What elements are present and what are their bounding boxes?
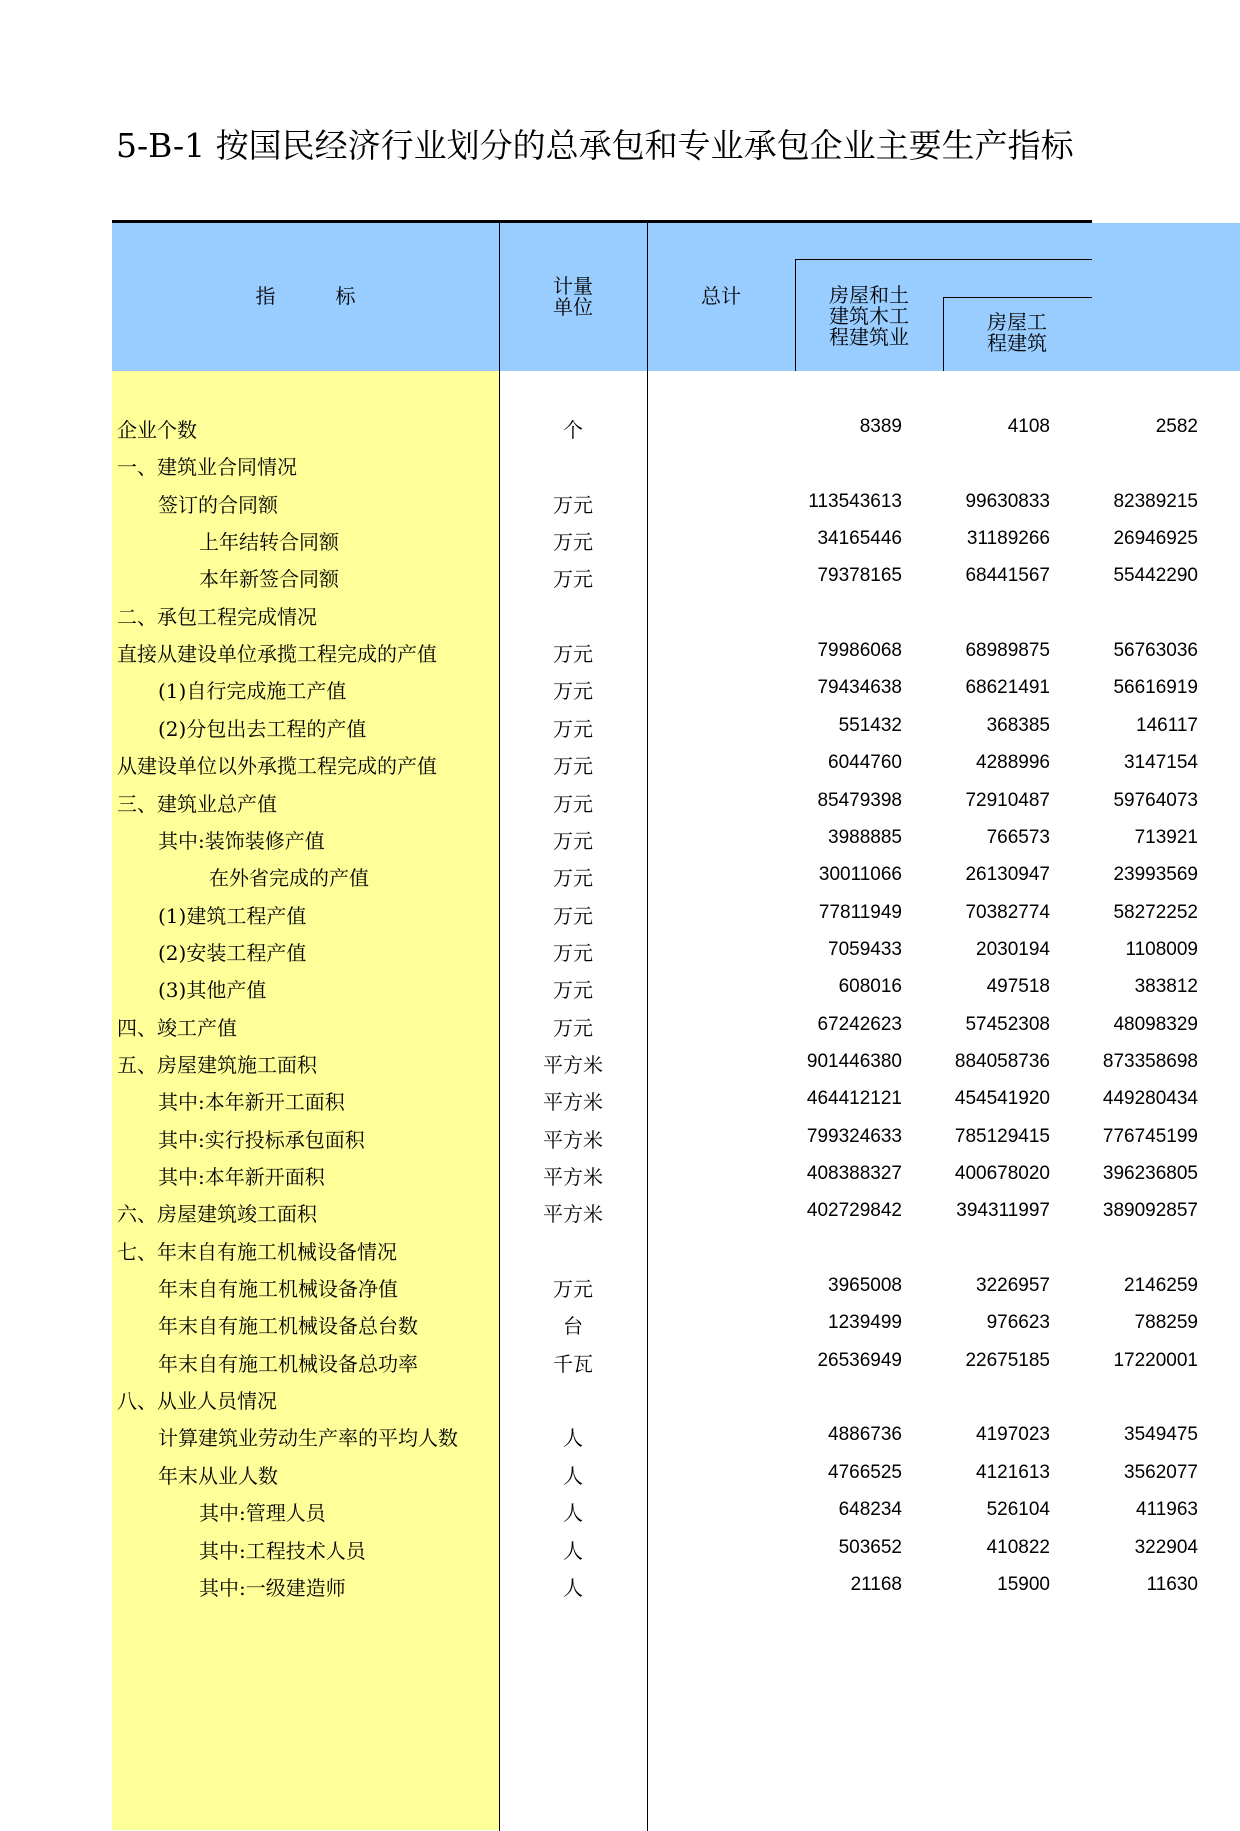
row-housing-construction: 389092857 — [1102, 1200, 1198, 1222]
table-row — [112, 1344, 1198, 1381]
row-housing-civil: 26130947 — [965, 864, 1050, 886]
row-total: 408388327 — [806, 1163, 902, 1184]
row-unit: 平方米 — [543, 1165, 603, 1189]
table-row — [112, 896, 1198, 933]
header-divider-col3 — [943, 297, 944, 371]
table-row — [112, 634, 1198, 671]
header-divider-col2 — [795, 259, 796, 371]
table-row — [112, 933, 1198, 970]
row-housing-construction: 55442290 — [1113, 565, 1198, 587]
header-unit-line1: 计量 — [553, 274, 593, 298]
row-total: 34165446 — [817, 528, 902, 550]
row-total: 608016 — [838, 976, 902, 998]
header-rule-col2 — [795, 259, 1092, 260]
row-label: (2)安装工程产值 — [158, 940, 307, 965]
row-unit: 人 — [563, 1501, 583, 1526]
row-housing-construction: 396236805 — [1102, 1163, 1198, 1184]
row-label: 其中:工程技术人员 — [199, 1538, 366, 1563]
row-housing-civil: 22675185 — [965, 1349, 1050, 1371]
row-housing-civil: 15900 — [997, 1573, 1050, 1595]
row-housing-civil: 57452308 — [965, 1013, 1050, 1035]
row-unit: 平方米 — [543, 1090, 603, 1115]
row-housing-construction: 58272252 — [1113, 901, 1198, 923]
row-unit: 人 — [563, 1538, 583, 1563]
row-unit: 万元 — [553, 716, 593, 741]
row-housing-construction: 17220001 — [1113, 1349, 1198, 1371]
row-housing-construction: 146117 — [1136, 714, 1198, 736]
row-housing-civil: 31189266 — [966, 528, 1050, 550]
row-total: 85479398 — [817, 789, 902, 811]
header-unit — [499, 276, 647, 318]
row-housing-construction: 3147154 — [1124, 752, 1198, 774]
row-label: 六、房屋建筑竣工面积 — [117, 1202, 317, 1227]
row-label: 从建设单位以外承揽工程完成的产值 — [117, 754, 437, 779]
row-label: 其中:本年新开面积 — [158, 1165, 325, 1189]
row-label: (3)其他产值 — [158, 978, 267, 1003]
row-label: 企业个数 — [117, 418, 197, 442]
table-row — [112, 1120, 1198, 1157]
header-rule-col3 — [943, 297, 1092, 298]
row-total: 21168 — [850, 1573, 902, 1595]
table-row — [112, 410, 1198, 447]
row-housing-civil: 497518 — [986, 976, 1050, 998]
row-total: 503652 — [838, 1536, 902, 1558]
row-total: 901446380 — [806, 1050, 902, 1072]
row-label: 二、承包工程完成情况 — [117, 604, 317, 629]
row-total: 4886736 — [828, 1424, 902, 1446]
row-housing-civil: 766573 — [986, 826, 1050, 848]
row-housing-civil: 368385 — [986, 714, 1050, 736]
row-total: 79378165 — [817, 565, 902, 587]
header-unit-line2: 单位 — [553, 295, 593, 319]
row-total: 464412121 — [806, 1088, 902, 1110]
row-label: 七、年末自有施工机械设备情况 — [117, 1239, 397, 1264]
row-housing-construction: 776745199 — [1102, 1125, 1198, 1147]
row-unit: 人 — [563, 1575, 583, 1600]
row-housing-civil: 4197023 — [976, 1424, 1050, 1446]
row-housing-construction: 23993569 — [1113, 864, 1198, 886]
row-unit: 万元 — [553, 1015, 593, 1040]
table-row — [112, 709, 1198, 746]
row-unit: 千瓦 — [553, 1351, 593, 1376]
row-unit: 万元 — [553, 978, 593, 1003]
row-housing-civil: 68621491 — [965, 677, 1050, 699]
table-row — [112, 1194, 1198, 1231]
row-housing-civil: 68441567 — [965, 565, 1050, 587]
table-header — [112, 223, 1240, 371]
row-unit: 万元 — [553, 492, 593, 517]
row-total: 402729842 — [806, 1200, 902, 1222]
page-title: 5-B-1 按国民经济行业划分的总承包和专业承包企业主要生产指标 — [116, 126, 1074, 165]
table-row — [112, 1456, 1198, 1493]
row-unit: 平方米 — [543, 1052, 603, 1077]
row-housing-civil: 72910487 — [965, 789, 1050, 811]
row-label: (1)建筑工程产值 — [158, 903, 307, 928]
row-unit: 万元 — [553, 866, 593, 891]
row-label: 签订的合同额 — [158, 492, 278, 517]
table-row — [112, 1045, 1198, 1082]
row-label: (2)分包出去工程的产值 — [158, 716, 367, 741]
row-total: 79986068 — [817, 640, 902, 662]
row-unit: 万元 — [553, 1277, 593, 1302]
row-housing-construction: 873358698 — [1102, 1050, 1198, 1072]
row-housing-civil: 4108 — [1007, 416, 1050, 437]
row-housing-construction: 449280434 — [1102, 1088, 1198, 1110]
row-total: 3988885 — [828, 826, 902, 848]
table-row — [112, 1082, 1198, 1119]
row-housing-civil: 2030194 — [976, 938, 1050, 960]
row-label: 其中:管理人员 — [199, 1501, 326, 1526]
row-unit: 人 — [563, 1426, 583, 1451]
row-total: 551432 — [838, 714, 902, 736]
table-row — [112, 1269, 1198, 1306]
table-row — [112, 1568, 1198, 1605]
row-total: 26536949 — [817, 1349, 902, 1371]
row-label: (1)自行完成施工产值 — [158, 679, 347, 704]
table-row — [112, 1157, 1198, 1194]
row-housing-civil: 454541920 — [954, 1088, 1050, 1110]
row-housing-civil: 394311997 — [956, 1200, 1050, 1222]
row-housing-civil: 976623 — [986, 1312, 1050, 1334]
row-total: 113543613 — [808, 490, 902, 512]
row-unit: 万元 — [553, 567, 593, 592]
row-unit: 万元 — [553, 940, 593, 965]
row-total: 79434638 — [817, 677, 902, 699]
row-total: 7059433 — [828, 938, 902, 960]
row-housing-construction: 2146259 — [1124, 1275, 1198, 1297]
row-total: 3965008 — [828, 1275, 902, 1297]
row-housing-construction: 2582 — [1155, 416, 1198, 437]
table-row — [112, 1418, 1198, 1455]
table-row — [112, 485, 1198, 522]
table-row — [112, 746, 1198, 783]
table-row — [112, 671, 1198, 708]
row-housing-construction: 3549475 — [1124, 1424, 1198, 1446]
table-row — [112, 1493, 1198, 1530]
header-col3-line1: 房屋工 — [987, 310, 1047, 334]
row-unit: 万元 — [553, 754, 593, 779]
row-unit: 个 — [563, 418, 583, 442]
row-total: 799324633 — [806, 1125, 902, 1147]
table-row — [112, 784, 1198, 821]
row-unit: 万元 — [553, 679, 593, 704]
row-label: 直接从建设单位承揽工程完成的产值 — [117, 642, 437, 667]
header-col2 — [795, 285, 943, 348]
row-unit: 万元 — [553, 828, 593, 853]
row-total: 8389 — [859, 416, 902, 437]
row-housing-construction: 56616919 — [1113, 677, 1198, 699]
row-housing-construction: 11630 — [1146, 1573, 1198, 1595]
row-housing-civil: 4288996 — [976, 752, 1050, 774]
row-housing-construction: 3562077 — [1124, 1461, 1198, 1483]
header-col3 — [943, 312, 1091, 354]
row-label: 上年结转合同额 — [199, 530, 339, 555]
header-col2-line1: 房屋和土 — [829, 283, 909, 307]
row-housing-civil: 4121613 — [976, 1461, 1050, 1483]
row-housing-construction: 82389215 — [1113, 490, 1198, 512]
row-label: 其中:实行投标承包面积 — [158, 1127, 365, 1152]
header-col2-line3: 程建筑业 — [829, 325, 909, 349]
row-label: 一、建筑业合同情况 — [117, 455, 297, 480]
row-label: 年末自有施工机械设备总功率 — [158, 1351, 418, 1376]
row-total: 6044760 — [828, 752, 902, 774]
row-housing-civil: 99630833 — [965, 490, 1050, 512]
row-housing-construction: 322904 — [1134, 1536, 1198, 1558]
row-total: 4766525 — [828, 1461, 902, 1483]
table-row — [112, 858, 1198, 895]
row-unit: 万元 — [553, 791, 593, 816]
row-label: 其中:一级建造师 — [199, 1575, 346, 1600]
row-housing-construction: 788259 — [1134, 1312, 1198, 1334]
header-col3-line2: 程建筑 — [987, 331, 1047, 355]
row-housing-civil: 785129415 — [954, 1125, 1050, 1147]
row-housing-civil: 410822 — [986, 1536, 1050, 1558]
row-housing-civil: 400678020 — [954, 1163, 1050, 1184]
row-housing-civil: 884058736 — [954, 1050, 1050, 1072]
row-total: 67242623 — [817, 1013, 902, 1035]
row-label: 其中:本年新开工面积 — [158, 1090, 345, 1115]
header-total: 总计 — [701, 284, 741, 308]
table-row — [112, 597, 1092, 634]
row-housing-construction: 383812 — [1134, 976, 1198, 998]
row-housing-construction: 1108009 — [1125, 938, 1198, 960]
row-unit: 万元 — [553, 903, 593, 928]
header-col2-line2: 建筑木工 — [829, 304, 909, 328]
row-housing-construction: 59764073 — [1113, 789, 1198, 811]
row-housing-civil: 526104 — [986, 1499, 1050, 1521]
row-unit: 人 — [563, 1463, 583, 1488]
row-label: 三、建筑业总产值 — [117, 791, 277, 816]
table-row — [112, 447, 1092, 484]
table-row — [112, 821, 1198, 858]
table-row — [112, 1008, 1198, 1045]
row-label: 计算建筑业劳动生产率的平均人数 — [158, 1426, 458, 1451]
row-housing-civil: 70382774 — [965, 901, 1050, 923]
row-label: 在外省完成的产值 — [209, 866, 369, 891]
row-label: 年末从业人数 — [158, 1463, 278, 1488]
row-housing-construction: 411963 — [1136, 1499, 1198, 1521]
row-label: 五、房屋建筑施工面积 — [117, 1052, 317, 1077]
row-unit: 万元 — [553, 642, 593, 667]
row-housing-construction: 26946925 — [1113, 528, 1198, 550]
table-row — [112, 522, 1198, 559]
row-label: 八、从业人员情况 — [117, 1389, 277, 1414]
row-unit: 平方米 — [543, 1127, 603, 1152]
row-unit: 万元 — [553, 530, 593, 555]
row-label: 四、竣工产值 — [117, 1015, 237, 1040]
row-label: 年末自有施工机械设备总台数 — [158, 1314, 418, 1339]
table-row — [112, 970, 1198, 1007]
row-total: 1239499 — [828, 1312, 902, 1334]
row-unit: 台 — [563, 1314, 583, 1339]
row-label: 其中:装饰装修产值 — [158, 828, 325, 853]
table-row — [112, 1531, 1198, 1568]
row-housing-construction: 56763036 — [1113, 640, 1198, 662]
row-unit: 平方米 — [543, 1202, 603, 1227]
row-housing-civil: 68989875 — [965, 640, 1050, 662]
table-row — [112, 559, 1198, 596]
row-label: 年末自有施工机械设备净值 — [158, 1277, 398, 1302]
row-total: 648234 — [838, 1499, 902, 1521]
table-row — [112, 1306, 1198, 1343]
table-row — [112, 1381, 1092, 1418]
row-housing-construction: 713921 — [1134, 826, 1198, 848]
table-row — [112, 1232, 1092, 1269]
row-housing-civil: 3226957 — [976, 1275, 1050, 1297]
row-total: 77811949 — [818, 901, 902, 923]
row-housing-construction: 48098329 — [1113, 1013, 1198, 1035]
header-indicator: 指 标 — [255, 284, 356, 308]
row-label: 本年新签合同额 — [199, 567, 339, 592]
row-total: 30011066 — [818, 864, 902, 886]
